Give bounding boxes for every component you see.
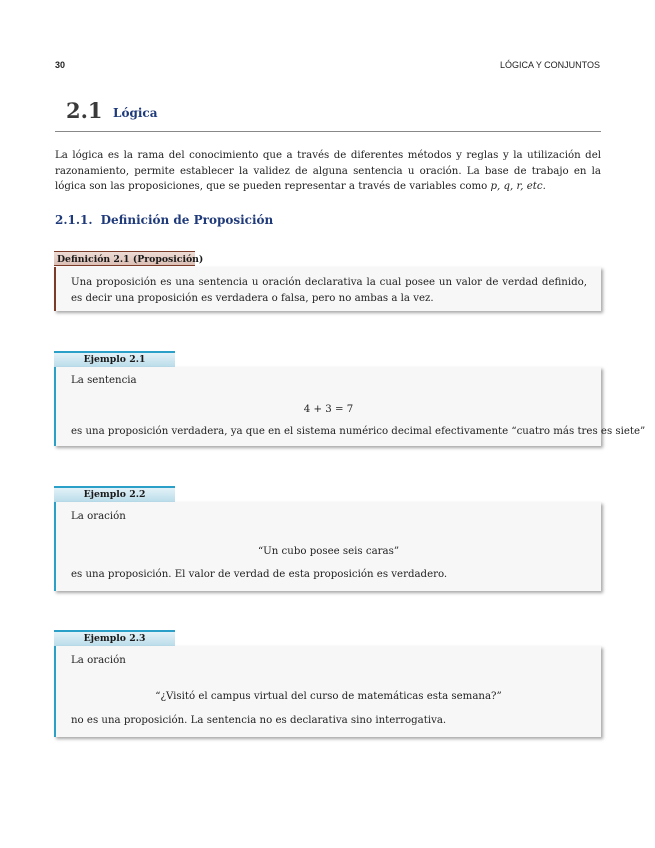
definition-label: Definición 2.1 (Proposición) [54, 251, 195, 266]
example-intro: La sentencia [71, 375, 137, 386]
example-label: Ejemplo 2.2 [54, 486, 175, 502]
subsection-heading [55, 213, 273, 227]
subsection-number: 2.1.1. [55, 213, 93, 227]
intro-math-vars: p, q, r, etc [490, 181, 543, 192]
example-box [54, 502, 601, 591]
example-display: 4 + 3 = 7 [303, 404, 354, 415]
intro-end: . [542, 181, 546, 192]
example-label: Ejemplo 2.1 [54, 351, 175, 367]
example-conclusion: no es una proposición. La sentencia no es declarativa sino interrogativa. [71, 715, 447, 726]
section-title: Lógica [113, 106, 158, 120]
example-display: “¿Visitó el campus virtual del curso de matemáticas esta semana?” [155, 691, 502, 702]
example-display: “Un cubo posee seis caras” [257, 546, 400, 557]
running-title: LÓGICA Y CONJUNTOS [499, 60, 600, 70]
intro-text: La lógica es la rama del conocimiento que a través de diferentes métodos y reglas y la utilización del razonamiento, permite establecer la validez de alguna sentencia u oración. La base de trabajo en la lógica son las proposiciones, que se pueden representar a través de variables como [55, 150, 601, 192]
page-number: 30 [55, 60, 66, 70]
example-label: Ejemplo 2.3 [54, 630, 175, 646]
subsection-title: Definición de Proposición [100, 213, 274, 227]
intro-paragraph [55, 148, 601, 195]
example-box [54, 646, 601, 737]
example-intro: La oración [71, 655, 126, 666]
section-number: 2.1 [66, 98, 103, 123]
example-box [54, 367, 646, 446]
section-rule [55, 131, 601, 132]
example-conclusion: es una proposición. El valor de verdad de esta proposición es verdadero. [71, 569, 448, 580]
running-head [55, 60, 600, 74]
definition-text: Una proposición es una sentencia u oración declarativa la cual posee un valor de verdad definido, es decir una proposición es verdadera o falsa, pero no ambas a la vez. [71, 277, 587, 304]
definition-box [54, 267, 601, 311]
example-intro: La oración [71, 511, 126, 522]
example-conclusion: es una proposición verdadera, ya que en el sistema numérico decimal efectivamente “cuatro más tres es siete” [71, 426, 646, 437]
